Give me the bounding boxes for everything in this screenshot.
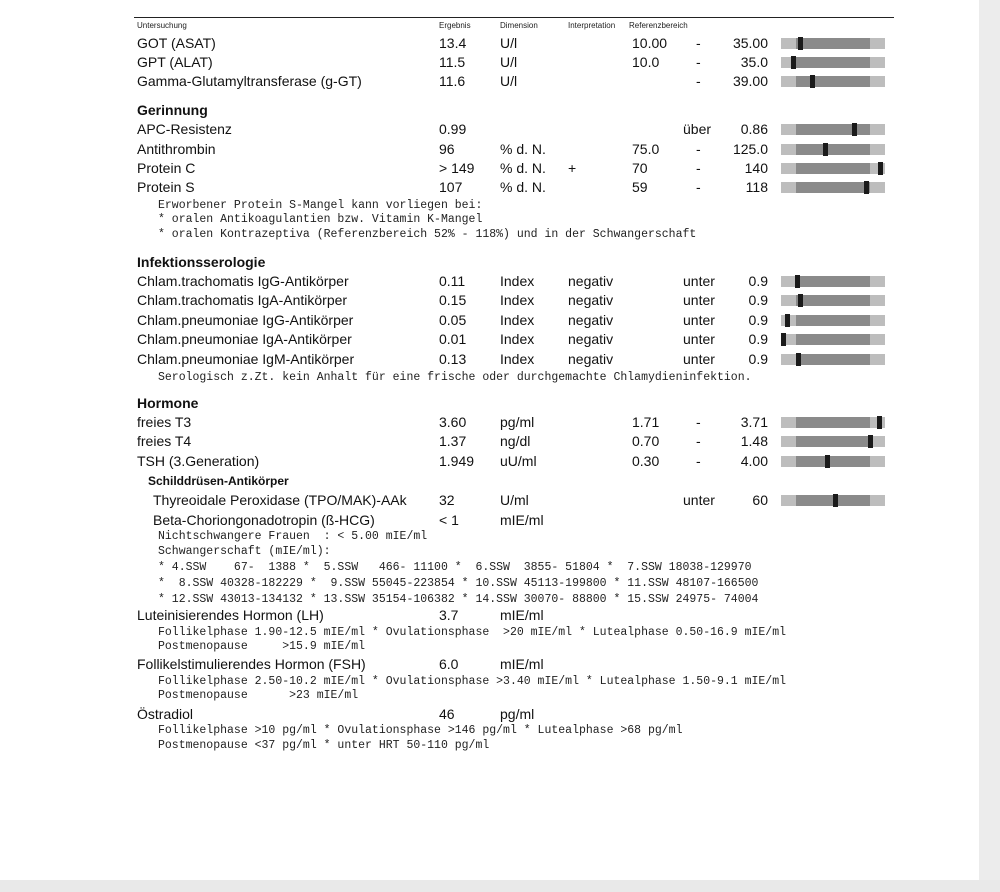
apc-resistenz-value: 0.99: [439, 121, 467, 137]
protein-c-interp: +: [568, 160, 577, 176]
fsh-name: Follikelstimulierendes Hormon (FSH): [137, 656, 366, 672]
result-row-gamma-gt: [0, 72, 1000, 91]
chlam-pneumoniae-igm-cmp: unter: [683, 351, 715, 367]
chlam-pneumoniae-igg-range-bar: [781, 315, 885, 326]
apc-resistenz-range-bar: [781, 124, 885, 135]
chlam-trachomatis-igg-range-marker: [795, 275, 800, 288]
protein-c-high: 140: [744, 160, 768, 176]
gamma-gt-dash: -: [696, 73, 701, 89]
protein-c-dash: -: [696, 160, 701, 176]
chlam-trachomatis-igg-name: Chlam.trachomatis IgG-Antikörper: [137, 273, 349, 289]
chlam-pneumoniae-iga-range-marker: [781, 333, 786, 346]
tpo-aak-high: 60: [752, 492, 768, 508]
gpt-alat-range-bar: [781, 57, 885, 68]
freies-t4-high: 1.48: [740, 433, 768, 449]
antithrombin-range-bar: [781, 144, 885, 155]
lh-note-2: Postmenopause >15.9 mIE/ml: [158, 640, 366, 653]
result-row-chlam-pneumoniae-igm: [0, 350, 1000, 369]
oestradiol-note-1: Follikelphase >10 pg/ml * Ovulationsphase >146 pg/ml * Lutealphase >68 pg/ml: [158, 724, 683, 737]
scan-bottom-edge: [0, 880, 1000, 892]
protein-c-name: Protein C: [137, 160, 196, 176]
gamma-gt-unit: U/l: [500, 73, 518, 89]
chlam-trachomatis-igg-cmp: unter: [683, 273, 715, 289]
protein-c-value: > 149: [439, 160, 475, 176]
lh-note-1: Follikelphase 1.90-12.5 mIE/ml * Ovulationsphase >20 mIE/ml * Lutealphase 0.50-16.9 mIE/ml: [158, 626, 787, 639]
chlam-pneumoniae-igm-range-marker: [796, 353, 801, 366]
gpt-alat-name: GPT (ALAT): [137, 54, 213, 70]
got-asat-name: GOT (ASAT): [137, 35, 216, 51]
chlam-trachomatis-iga-high: 0.9: [748, 292, 768, 308]
tsh-unit: uU/ml: [500, 453, 537, 469]
chlam-pneumoniae-iga-high: 0.9: [748, 331, 768, 347]
gpt-alat-dash: -: [696, 54, 701, 70]
result-row-apc-resistenz: [0, 120, 1000, 139]
chlam-trachomatis-iga-range-bar: [781, 295, 885, 306]
chlam-pneumoniae-igg-cmp: unter: [683, 312, 715, 328]
apc-resistenz-name: APC-Resistenz: [137, 121, 232, 137]
protein-s-value: 107: [439, 179, 463, 195]
chlam-pneumoniae-igm-range-bar: [781, 354, 885, 365]
result-row-got-asat: [0, 34, 1000, 53]
chlam-trachomatis-iga-cmp: unter: [683, 292, 715, 308]
antithrombin-value: 96: [439, 141, 455, 157]
chlam-pneumoniae-igg-high: 0.9: [748, 312, 768, 328]
lh-value: 3.7: [439, 607, 459, 623]
gamma-gt-high: 39.00: [732, 73, 768, 89]
tsh-range-bar: [781, 456, 885, 467]
chlam-pneumoniae-igm-unit: Index: [500, 351, 535, 367]
tpo-aak-value: 32: [439, 492, 455, 508]
tsh-high: 4.00: [740, 453, 768, 469]
result-row-oestradiol: [0, 705, 1000, 724]
freies-t4-range-marker: [868, 435, 873, 448]
chlam-pneumoniae-igm-name: Chlam.pneumoniae IgM-Antikörper: [137, 351, 355, 367]
protein-c-unit: % d. N.: [500, 160, 546, 176]
chlam-pneumoniae-igg-unit: Index: [500, 312, 535, 328]
freies-t3-dash: -: [696, 414, 701, 430]
freies-t3-name: freies T3: [137, 414, 192, 430]
section-hormone-title: Hormone: [137, 395, 199, 411]
fsh-unit: mIE/ml: [500, 656, 544, 672]
freies-t3-range-bar: [781, 417, 885, 428]
protein-s-name: Protein S: [137, 179, 195, 195]
beta-hcg-name: Beta-Choriongonadotropin (ß-HCG): [153, 512, 375, 528]
fsh-note-1: Follikelphase 2.50-10.2 mIE/ml * Ovulationsphase >3.40 mIE/ml * Lutealphase 1.50-9.1 mIE/ml: [158, 675, 787, 688]
infektion-note: Serologisch z.Zt. kein Anhalt für eine frische oder durchgemachte Chlamydieninfektion.: [158, 371, 752, 384]
tsh-value: 1.949: [439, 453, 475, 469]
chlam-trachomatis-igg-interp: negativ: [568, 273, 614, 289]
oestradiol-value: 46: [439, 706, 455, 722]
freies-t3-range-marker: [877, 416, 882, 429]
result-row-protein-c: [0, 159, 1000, 178]
chlam-pneumoniae-igg-range-marker: [785, 314, 790, 327]
got-asat-range-marker: [798, 37, 803, 50]
result-row-freies-t3: [0, 413, 1000, 432]
protein-c-low: 70: [632, 160, 648, 176]
apc-resistenz-cmp: über: [683, 121, 712, 137]
result-row-fsh: [0, 655, 1000, 674]
col-header-referenzbereich: Referenzbereich: [629, 21, 688, 30]
got-asat-value: 13.4: [439, 35, 467, 51]
freies-t4-name: freies T4: [137, 433, 192, 449]
gerinnung-note-2: * oralen Antikoagulantien bzw. Vitamin K-Mangel: [158, 213, 483, 226]
chlam-trachomatis-iga-name: Chlam.trachomatis IgA-Antikörper: [137, 292, 348, 308]
chlam-pneumoniae-igm-interp: negativ: [568, 351, 614, 367]
result-row-chlam-pneumoniae-iga: [0, 330, 1000, 349]
result-row-chlam-pneumoniae-igg: [0, 311, 1000, 330]
freies-t3-high: 3.71: [740, 414, 768, 430]
apc-resistenz-high: 0.86: [740, 121, 768, 137]
got-asat-dash: -: [696, 35, 701, 51]
chlam-pneumoniae-iga-range-bar: [781, 334, 885, 345]
chlam-pneumoniae-igm-value: 0.13: [439, 351, 467, 367]
result-row-freies-t4: [0, 432, 1000, 451]
chlam-trachomatis-igg-unit: Index: [500, 273, 535, 289]
gamma-gt-range-bar: [781, 76, 885, 87]
chlam-pneumoniae-igg-interp: negativ: [568, 312, 614, 328]
chlam-trachomatis-igg-range-bar: [781, 276, 885, 287]
got-asat-range-bar: [781, 38, 885, 49]
chlam-trachomatis-iga-interp: negativ: [568, 292, 614, 308]
protein-s-high: 118: [745, 179, 768, 195]
chlam-trachomatis-igg-high: 0.9: [748, 273, 768, 289]
chlam-pneumoniae-igg-name: Chlam.pneumoniae IgG-Antikörper: [137, 312, 354, 328]
tpo-aak-cmp: unter: [683, 492, 715, 508]
tpo-aak-range-bar: [781, 495, 885, 506]
freies-t4-value: 1.37: [439, 433, 467, 449]
header-rule: [134, 17, 894, 18]
tpo-aak-range-marker: [833, 494, 838, 507]
antithrombin-dash: -: [696, 141, 701, 157]
result-row-beta-hcg: [0, 511, 1000, 530]
hcg-note-5: * 12.SSW 43013-134132 * 13.SSW 35154-106382 * 14.SSW 30070- 88800 * 15.SSW 24975- 74004: [158, 593, 759, 606]
antithrombin-low: 75.0: [632, 141, 660, 157]
gamma-gt-name: Gamma-Glutamyltransferase (g-GT): [137, 73, 362, 89]
protein-s-range-marker: [864, 181, 869, 194]
result-row-chlam-trachomatis-igg: [0, 272, 1000, 291]
apc-resistenz-range-marker: [852, 123, 857, 136]
tpo-aak-unit: U/ml: [500, 492, 529, 508]
freies-t3-unit: pg/ml: [500, 414, 535, 430]
protein-s-unit: % d. N.: [500, 179, 546, 195]
result-row-protein-s: [0, 178, 1000, 197]
fsh-note-2: Postmenopause >23 mIE/ml: [158, 689, 359, 702]
protein-c-range-marker: [878, 162, 883, 175]
got-asat-unit: U/l: [500, 35, 518, 51]
schilddruese-subtitle: Schilddrüsen-Antikörper: [148, 474, 289, 488]
gerinnung-note-1: Erworbener Protein S-Mangel kann vorliegen bei:: [158, 199, 483, 212]
freies-t3-low: 1.71: [632, 414, 660, 430]
antithrombin-unit: % d. N.: [500, 141, 546, 157]
tsh-range-marker: [825, 455, 830, 468]
protein-s-range-bar: [781, 182, 885, 193]
oestradiol-name: Östradiol: [137, 706, 194, 722]
chlam-trachomatis-iga-range-marker: [798, 294, 803, 307]
tsh-low: 0.30: [632, 453, 660, 469]
freies-t4-unit: ng/dl: [500, 433, 531, 449]
result-row-tsh: [0, 452, 1000, 471]
chlam-pneumoniae-iga-value: 0.01: [439, 331, 467, 347]
oestradiol-unit: pg/ml: [500, 706, 535, 722]
chlam-pneumoniae-iga-name: Chlam.pneumoniae IgA-Antikörper: [137, 331, 352, 347]
result-row-tpo-aak: [0, 491, 1000, 510]
fsh-value: 6.0: [439, 656, 459, 672]
col-header-interpretation: Interpretation: [568, 21, 616, 30]
section-gerinnung-title: Gerinnung: [137, 102, 208, 118]
tpo-aak-name: Thyreoidale Peroxidase (TPO/MAK)-AAk: [153, 492, 407, 508]
chlam-trachomatis-iga-unit: Index: [500, 292, 535, 308]
gpt-alat-high: 35.0: [740, 54, 768, 70]
gamma-gt-range-marker: [810, 75, 815, 88]
got-asat-high: 35.00: [732, 35, 768, 51]
hcg-note-3: * 4.SSW 67- 1388 * 5.SSW 466- 11100 * 6.SSW 3855- 51804 * 7.SSW 18038-129970: [158, 561, 752, 574]
antithrombin-range-marker: [823, 143, 828, 156]
gpt-alat-unit: U/l: [500, 54, 518, 70]
result-row-chlam-trachomatis-iga: [0, 291, 1000, 310]
lh-unit: mIE/ml: [500, 607, 544, 623]
result-row-antithrombin: [0, 140, 1000, 159]
freies-t3-value: 3.60: [439, 414, 467, 430]
col-header-dimension: Dimension: [500, 21, 538, 30]
oestradiol-note-2: Postmenopause <37 pg/ml * unter HRT 50-110 pg/ml: [158, 739, 490, 752]
chlam-pneumoniae-iga-cmp: unter: [683, 331, 715, 347]
chlam-pneumoniae-igg-value: 0.05: [439, 312, 467, 328]
tsh-name: TSH (3.Generation): [137, 453, 260, 469]
chlam-pneumoniae-iga-interp: negativ: [568, 331, 614, 347]
antithrombin-name: Antithrombin: [137, 141, 216, 157]
tsh-dash: -: [696, 453, 701, 469]
chlam-pneumoniae-iga-unit: Index: [500, 331, 535, 347]
col-header-untersuchung: Untersuchung: [137, 21, 187, 30]
gpt-alat-low: 10.0: [632, 54, 660, 70]
protein-c-range-bar: [781, 163, 885, 174]
antithrombin-high: 125.0: [732, 141, 768, 157]
result-row-gpt-alat: [0, 53, 1000, 72]
chlam-trachomatis-igg-value: 0.11: [439, 273, 466, 289]
gamma-gt-value: 11.6: [439, 73, 466, 89]
freies-t4-range-bar: [781, 436, 885, 447]
freies-t4-dash: -: [696, 433, 701, 449]
lh-name: Luteinisierendes Hormon (LH): [137, 607, 324, 623]
section-infektion-title: Infektionsserologie: [137, 254, 266, 270]
gpt-alat-range-marker: [791, 56, 796, 69]
chlam-pneumoniae-igm-high: 0.9: [748, 351, 768, 367]
col-header-ergebnis: Ergebnis: [439, 21, 471, 30]
got-asat-low: 10.00: [632, 35, 668, 51]
freies-t4-low: 0.70: [632, 433, 660, 449]
protein-s-low: 59: [632, 179, 648, 195]
protein-s-dash: -: [696, 179, 701, 195]
gpt-alat-value: 11.5: [439, 54, 466, 70]
hcg-note-4: * 8.SSW 40328-182229 * 9.SSW 55045-223854 * 10.SSW 45113-199800 * 11.SSW 48107-166500: [158, 577, 759, 590]
beta-hcg-value: < 1: [439, 512, 459, 528]
result-row-lh: [0, 606, 1000, 625]
hcg-note-1: Nichtschwangere Frauen : < 5.00 mIE/ml: [158, 530, 428, 543]
gerinnung-note-3: * oralen Kontrazeptiva (Referenzbereich 52% - 118%) und in der Schwangerschaft: [158, 228, 697, 241]
hcg-note-2: Schwangerschaft (mIE/ml):: [158, 545, 331, 558]
beta-hcg-unit: mIE/ml: [500, 512, 544, 528]
chlam-trachomatis-iga-value: 0.15: [439, 292, 467, 308]
